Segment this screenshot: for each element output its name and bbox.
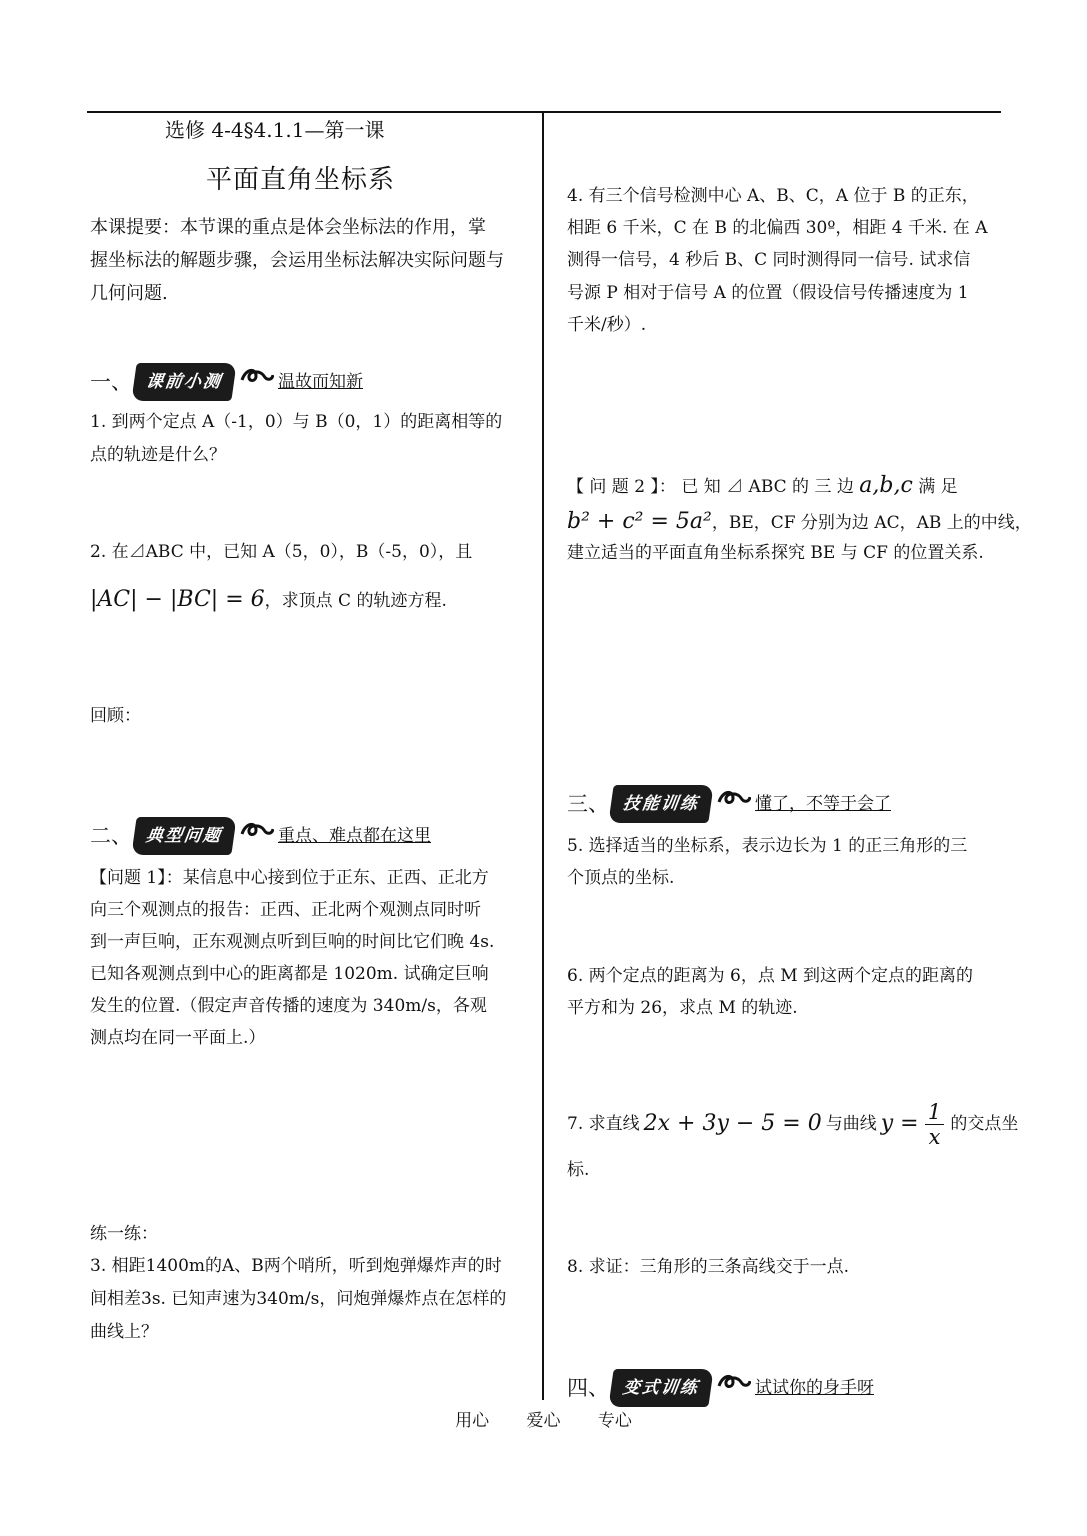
q2-tail: ，求顶点 C 的轨迹方程. xyxy=(264,591,447,611)
q7-line-2: 标. xyxy=(567,1160,590,1180)
problem1-line-1: 【问题 1】：某信息中心接到位于正东、正西、正北方 xyxy=(90,868,489,888)
section-1-number: 一、 xyxy=(90,370,132,394)
section-3-header xyxy=(567,786,891,822)
q4-line-1: 4. 有三个信号检测中心 A、B、C，A 位于 B 的正东， xyxy=(567,186,979,206)
top-rule xyxy=(87,111,1001,113)
section-1-banner: 课前小测 xyxy=(131,363,236,401)
q4-line-3: 测得一信号，4 秒后 B、C 同时测得同一信号. 试求信 xyxy=(567,250,971,270)
q7-fraction xyxy=(925,1100,945,1149)
problem2-line-3: 建立适当的平面直角坐标系探究 BE 与 CF 的位置关系. xyxy=(567,543,984,563)
q2-formula: |AC| − |BC| = 6 xyxy=(90,587,265,612)
q6-line-1: 6. 两个定点的距离为 6，点 M 到这两个定点的距离的 xyxy=(567,966,974,986)
q4-line-2: 相距 6 千米，C 在 B 的北偏西 30º，相距 4 千米. 在 A xyxy=(567,218,988,238)
q7-denominator: x xyxy=(925,1124,945,1149)
section-1-subtitle: 温故而知新 xyxy=(278,372,363,392)
intro-line-1: 本课提要：本节课的重点是体会坐标法的作用，掌 xyxy=(90,217,486,238)
section-2-header xyxy=(90,818,431,854)
column-divider xyxy=(542,112,544,1400)
q7-mid: 与曲线 xyxy=(825,1114,877,1134)
q7-curve-lhs: y = xyxy=(880,1111,919,1136)
problem1-line-4: 已知各观测点到中心的距离都是 1020m. 试确定巨响 xyxy=(90,964,489,984)
intro-line-2: 握坐标法的解题步骤，会运用坐标法解决实际问题与 xyxy=(90,250,504,271)
problem1-line-3: 到一声巨响，正东观测点听到巨响的时间比它们晚 4s. xyxy=(90,932,495,952)
section-2-subtitle: 重点、难点都在这里 xyxy=(278,826,431,846)
curl-ornament-icon xyxy=(240,366,274,399)
q8: 8. 求证：三角形的三条高线交于一点. xyxy=(567,1257,850,1277)
practice-label: 练一练： xyxy=(90,1224,158,1244)
course-line: 选修 4-4§4.1.1—第一课 xyxy=(165,118,385,142)
problem2-line2-suffix: ，BE，CF 分别为边 AC，AB 上的中线， xyxy=(711,513,1032,533)
q2-line-2 xyxy=(90,584,447,617)
problem2-line-2 xyxy=(567,506,1032,539)
q3-line-1: 3. 相距1400m的A、B两个哨所，听到炮弹爆炸声的时 xyxy=(90,1256,502,1276)
q5-line-1: 5. 选择适当的坐标系，表示边长为 1 的正三角形的三 xyxy=(567,836,968,856)
section-3-subtitle: 懂了，不等于会了 xyxy=(755,794,891,814)
q7-line-1 xyxy=(567,1094,1018,1154)
page-footer xyxy=(0,1406,1087,1431)
curl-ornament-icon xyxy=(717,788,751,821)
review-label: 回顾： xyxy=(90,706,141,726)
problem2-line-1 xyxy=(567,470,958,503)
section-4-header xyxy=(567,1370,874,1406)
intro-line-3: 几何问题. xyxy=(90,283,168,304)
q7-line-equation: 2x + 3y − 5 = 0 xyxy=(643,1111,822,1136)
problem2-sides: a,b,c xyxy=(859,473,913,498)
section-4-banner: 变式训练 xyxy=(608,1369,713,1407)
section-4-subtitle: 试试你的身手呀 xyxy=(755,1378,874,1398)
section-3-number: 三、 xyxy=(567,792,609,816)
footer-item-3: 专心 xyxy=(597,1411,632,1431)
q4-line-5: 千米/秒）. xyxy=(567,315,647,335)
section-1-header xyxy=(90,364,363,400)
section-2-banner: 典型问题 xyxy=(131,817,236,855)
q4-line-4: 号源 P 相对于信号 A 的位置（假设信号传播速度为 1 xyxy=(567,283,969,303)
q6-line-2: 平方和为 26，求点 M 的轨迹. xyxy=(567,998,798,1018)
q1-line-1: 1. 到两个定点 A（-1，0）与 B（0，1）的距离相等的 xyxy=(90,412,503,432)
q7-suffix: 的交点坐 xyxy=(950,1114,1019,1134)
footer-item-2: 爱心 xyxy=(526,1411,561,1431)
problem2-prefix: 【 问 题 2 】： 已 知 ⊿ ABC 的 三 边 xyxy=(567,477,854,497)
q7-numerator: 1 xyxy=(927,1099,942,1124)
section-3-banner: 技能训练 xyxy=(608,785,713,823)
curl-ornament-icon xyxy=(717,1372,751,1405)
section-2-number: 二、 xyxy=(90,824,132,848)
problem1-line-6: 测点均在同一平面上.） xyxy=(90,1028,266,1048)
curl-ornament-icon xyxy=(240,820,274,853)
q3-line-2: 间相差3s. 已知声速为340m/s，问炮弹爆炸点在怎样的 xyxy=(90,1289,507,1309)
q1-line-2: 点的轨迹是什么？ xyxy=(90,445,226,465)
q2-line-1: 2. 在⊿ABC 中，已知 A（5，0），B（-5，0），且 xyxy=(90,542,473,562)
problem1-line-5: 发生的位置.（假定声音传播的速度为 340m/s，各观 xyxy=(90,996,487,1016)
page-title: 平面直角坐标系 xyxy=(206,165,396,195)
problem2-condition: b² + c² = 5a² xyxy=(567,509,712,534)
problem1-line-2: 向三个观测点的报告：正西、正北两个观测点同时听 xyxy=(90,900,481,920)
section-4-number: 四、 xyxy=(567,1376,609,1400)
problem2-suffix: 满 足 xyxy=(918,477,958,497)
q3-line-3: 曲线上？ xyxy=(90,1322,158,1342)
q5-line-2: 个顶点的坐标. xyxy=(567,868,675,888)
footer-item-1: 用心 xyxy=(455,1411,490,1431)
q7-prefix: 7. 求直线 xyxy=(567,1114,640,1134)
